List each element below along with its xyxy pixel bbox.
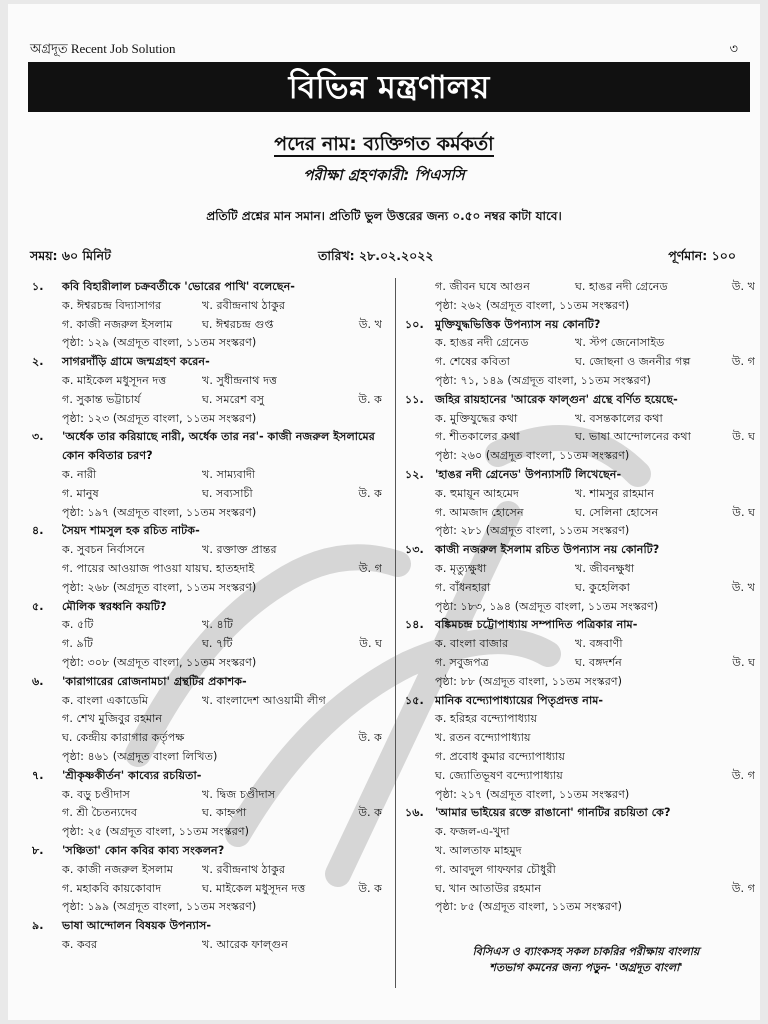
option-text: ঘ. হাতহদাই bbox=[202, 561, 255, 575]
option-row bbox=[435, 786, 755, 805]
option-row bbox=[62, 710, 382, 729]
option-text: পৃষ্ঠা: ৮৮ (অগ্রদূত বাংলা, ১১তম সংস্করণ) bbox=[435, 674, 622, 688]
option-row bbox=[62, 861, 382, 880]
post-title-text: পদের নাম: ব্যক্তিগত কর্মকর্তা bbox=[274, 133, 494, 155]
option-text: ঘ. হাঙর নদী গ্রেনেড bbox=[575, 280, 668, 293]
option-row bbox=[435, 898, 755, 917]
option-text: খ. জীবনক্ষুধা bbox=[575, 561, 635, 575]
question-number: ৯. bbox=[32, 919, 44, 933]
option-row bbox=[435, 635, 755, 654]
question bbox=[32, 917, 382, 955]
option-text: খ. স্টপ জেনোসাইড bbox=[575, 336, 665, 350]
option-text: পৃষ্ঠা: ১৯৭ (অগ্রদূত বাংলা, ১১তম সংস্করণ) bbox=[62, 505, 257, 519]
full-marks: পূর্ণমান: ১০০ bbox=[668, 248, 736, 263]
option-text: খ. রক্তাক্ত প্রান্তর bbox=[202, 543, 277, 557]
question-heading bbox=[405, 616, 755, 635]
option-text: ঘ. জ্যোতিভূষণ বন্দ্যোপাধ্যায় bbox=[435, 768, 563, 782]
question-text: সাগরদাঁড়ি গ্রামে জন্মগ্রহণ করেন- bbox=[62, 355, 210, 369]
option-row bbox=[62, 391, 382, 410]
option-text: পৃষ্ঠা: ২৬৮ (অগ্রদূত বাংলা, ১১তম সংস্করণ) bbox=[62, 580, 257, 594]
question-heading bbox=[405, 316, 755, 335]
promo-box bbox=[416, 944, 756, 976]
option-text: পৃষ্ঠা: ১৯৯ (অগ্রদূত বাংলা, ১১তম সংস্করণ) bbox=[62, 900, 257, 914]
option-row bbox=[435, 353, 755, 372]
answer-key: উ. ক bbox=[358, 806, 382, 820]
option-text: ক. কাজী নজরুল ইসলাম bbox=[62, 862, 173, 876]
option-row bbox=[435, 504, 755, 523]
option-row bbox=[62, 616, 382, 635]
option-text: খ. বাংলাদেশ আওয়ামী লীগ bbox=[202, 693, 326, 707]
question-heading bbox=[32, 278, 382, 297]
option-row bbox=[62, 334, 382, 353]
option-row bbox=[62, 579, 382, 598]
option-row bbox=[62, 541, 382, 560]
marking-note: প্রতিটি প্রশ্নের মান সমান। প্রতিটি ভুল উত্তরের জন্য ০.৫০ নম্বর কাটা যাবে। bbox=[206, 209, 562, 223]
page-number: ৩ bbox=[729, 42, 738, 57]
option-text: খ. রতন বন্দ্যোপাধ্যায় bbox=[435, 731, 531, 745]
option-row bbox=[435, 428, 755, 447]
question bbox=[405, 541, 755, 616]
question-text: 'হাঙর নদী গ্রেনেড' উপন্যাসটি লিখেছেন- bbox=[435, 467, 622, 481]
promo-line-2: শতভাগ কমনের জন্য পড়ুন- 'অগ্রদূত বাংলা' bbox=[489, 961, 683, 974]
option-text: গ. সুকান্ত ভট্টাচার্য bbox=[62, 392, 141, 406]
option-text: গ. জীবন ঘষে আগুন bbox=[435, 280, 530, 293]
question bbox=[32, 598, 382, 673]
question bbox=[405, 804, 755, 917]
option-row bbox=[62, 372, 382, 391]
question bbox=[405, 278, 755, 316]
option-text: গ. সবুজপত্র bbox=[435, 655, 489, 669]
answer-key: উ. ক bbox=[358, 731, 382, 745]
option-row bbox=[435, 654, 755, 673]
question-number: ৪. bbox=[32, 524, 44, 538]
option-text: গ. আমজাদ হোসেন bbox=[435, 505, 524, 519]
option-text: গ. শেখ মুজিবুর রহমান bbox=[62, 712, 163, 726]
question bbox=[32, 428, 382, 522]
option-row bbox=[435, 598, 755, 617]
question-text: বঙ্কিমচন্দ্র চট্টোপাধ্যায় সম্পাদিত পত্রিকার নাম- bbox=[435, 618, 638, 632]
option-text: গ. শ্রী চৈতন্যদেব bbox=[62, 806, 138, 820]
question bbox=[32, 842, 382, 917]
option-text: গ. শেষের কবিতা bbox=[435, 355, 510, 369]
question bbox=[405, 616, 755, 691]
question-number: ১৫. bbox=[405, 693, 424, 707]
option-row bbox=[62, 786, 382, 805]
option-text: ক. সুবচন নির্বাসনে bbox=[62, 543, 145, 557]
question-heading bbox=[405, 466, 755, 485]
option-row bbox=[62, 804, 382, 823]
option-text: গ. ৯টি bbox=[62, 637, 94, 651]
option-row bbox=[435, 823, 755, 842]
question bbox=[405, 692, 755, 805]
option-row bbox=[62, 692, 382, 711]
answer-key: উ. ক bbox=[358, 881, 382, 895]
option-row bbox=[435, 748, 755, 767]
question bbox=[405, 466, 755, 541]
answer-key: উ. খ bbox=[731, 580, 755, 594]
option-text: ক. ঈশ্বরচন্দ্র বিদ্যাসাগর bbox=[62, 298, 162, 312]
option-text: গ. মানুষ bbox=[62, 486, 99, 500]
option-row bbox=[435, 297, 755, 316]
option-text: খ. ৪টি bbox=[202, 618, 234, 632]
question-text: ভাষা আন্দোলন বিষয়ক উপন্যাস- bbox=[62, 919, 211, 933]
option-row bbox=[435, 842, 755, 861]
answer-key: উ. ঘ bbox=[732, 655, 755, 669]
option-text: খ. রবীন্দ্রনাথ ঠাকুর bbox=[202, 862, 286, 876]
option-text: পৃষ্ঠা: ২৬০ (অগ্রদূত বাংলা, ১১তম সংস্করণ) bbox=[435, 449, 630, 463]
option-text: পৃষ্ঠা: ২১৭ (অগ্রদূত বাংলা, ১১তম সংস্করণ) bbox=[435, 787, 630, 801]
document-page bbox=[8, 4, 760, 1020]
question-text: 'অর্ধেক তার করিয়াছে নারী, অর্ধেক তার নর'- কাজী নজরুল ইসলামের কোন কবিতার চরণ? bbox=[62, 430, 375, 463]
option-row bbox=[435, 278, 755, 297]
answer-key: উ. গ bbox=[358, 561, 382, 575]
option-row bbox=[62, 654, 382, 673]
option-text: পৃষ্ঠা: ৭১, ১৪৯ (অগ্রদূত বাংলা, ১১তম সংস্করণ) bbox=[435, 373, 651, 387]
answer-key: উ. ঘ bbox=[732, 505, 755, 519]
question bbox=[32, 278, 382, 353]
question-heading bbox=[32, 767, 382, 786]
option-text: ঘ. সেলিনা হোসেন bbox=[575, 505, 659, 519]
option-row bbox=[62, 560, 382, 579]
option-text: ঘ. ৭টি bbox=[202, 637, 233, 651]
option-row bbox=[435, 880, 755, 899]
question bbox=[405, 391, 755, 466]
option-text: ক. কবর bbox=[62, 937, 98, 951]
answer-key: উ. ক bbox=[358, 392, 382, 406]
option-text: ঘ. সব্যসাচী bbox=[202, 486, 253, 500]
question-heading bbox=[32, 842, 382, 861]
option-text: ক. ফজল-এ-খুদা bbox=[435, 825, 510, 839]
question-number: ৩. bbox=[32, 430, 44, 444]
option-row bbox=[62, 410, 382, 429]
option-row bbox=[435, 560, 755, 579]
question-number: ১৩. bbox=[405, 543, 424, 557]
question-heading bbox=[405, 391, 755, 410]
question-text: মানিক বন্দ্যোপাধ্যায়ের পিতৃপ্রদত্ত নাম- bbox=[435, 693, 604, 707]
question bbox=[32, 767, 382, 842]
option-text: খ. শামসুর রাহমান bbox=[575, 486, 655, 500]
questions-right-column bbox=[405, 278, 755, 917]
option-text: ঘ. কাহ্নপা bbox=[202, 806, 247, 820]
question-number: ১০. bbox=[405, 317, 424, 331]
question-number: ৫. bbox=[32, 599, 44, 613]
answer-key: উ. ঘ bbox=[732, 430, 755, 444]
option-row bbox=[62, 316, 382, 335]
question-text: মৌলিক স্বরধ্বনি কয়টি? bbox=[62, 599, 167, 613]
option-text: ঘ. কেন্দ্রীয় কারাগার কর্তৃপক্ষ bbox=[62, 731, 185, 745]
question-heading bbox=[32, 522, 382, 541]
option-row bbox=[435, 447, 755, 466]
option-row bbox=[62, 936, 382, 955]
post-title bbox=[8, 130, 760, 162]
option-text: পৃষ্ঠা: ৮৫ (অগ্রদূত বাংলা, ১১তম সংস্করণ) bbox=[435, 900, 622, 914]
question-text: 'আমার ভাইয়ের রক্তে রাঙানো' গানটির রচয়িতা কে? bbox=[435, 806, 671, 820]
section-banner: বিভিন্ন মন্ত্রণালয় bbox=[28, 62, 750, 112]
option-row bbox=[62, 466, 382, 485]
option-row bbox=[62, 729, 382, 748]
option-text: পৃষ্ঠা: ১২৯ (অগ্রদূত বাংলা, ১১তম সংস্করণ) bbox=[62, 336, 257, 350]
option-text: ক. বাংলা বাজার bbox=[435, 637, 509, 651]
option-row bbox=[435, 522, 755, 541]
option-row bbox=[435, 729, 755, 748]
option-text: ঘ. বঙ্গদর্শন bbox=[575, 655, 622, 669]
option-text: ঘ. ঈশ্বরচন্দ্র গুপ্ত bbox=[202, 317, 274, 331]
option-text: ক. বড়ু চণ্ডীদাস bbox=[62, 787, 130, 801]
question-number: ৭. bbox=[32, 768, 44, 782]
option-text: পৃষ্ঠা: ২৫ (অগ্রদূত বাংলা, ১১তম সংস্করণ) bbox=[62, 825, 250, 839]
question-text: জহির রায়হানের 'আরেক ফাল্গুন' গ্রন্থে বর্ণিত হয়েছে- bbox=[435, 392, 678, 406]
question bbox=[32, 353, 382, 428]
option-row bbox=[435, 372, 755, 391]
option-text: ঘ. খান আতাউর রহমান bbox=[435, 881, 542, 895]
question bbox=[405, 316, 755, 391]
question-heading bbox=[405, 692, 755, 711]
examiner: পরীক্ষা গ্রহণকারী: পিএসসি bbox=[303, 166, 465, 184]
option-row bbox=[62, 297, 382, 316]
option-text: গ. বাঁধনহারা bbox=[435, 580, 491, 594]
answer-key: উ. খ bbox=[731, 280, 755, 293]
option-text: পৃষ্ঠা: ১৮৩, ১৯৪ (অগ্রদূত বাংলা, ১১তম সংস্করণ) bbox=[435, 599, 659, 613]
option-text: খ. বঙ্গবাণী bbox=[575, 637, 623, 651]
option-text: খ. আলতাফ মাহমুদ bbox=[435, 843, 522, 857]
answer-key: উ. ক bbox=[358, 486, 382, 500]
question-number: ২. bbox=[32, 355, 44, 369]
option-row bbox=[62, 823, 382, 842]
option-text: পৃষ্ঠা: ৩০৮ (অগ্রদূত বাংলা, ১১তম সংস্করণ) bbox=[62, 655, 257, 669]
option-text: ঘ. সমরেশ বসু bbox=[202, 392, 265, 406]
option-row bbox=[62, 748, 382, 767]
option-row bbox=[435, 485, 755, 504]
question-heading bbox=[32, 598, 382, 617]
option-text: পৃষ্ঠা: ২৮১ (অগ্রদূত বাংলা, ১১তম সংস্করণ) bbox=[435, 524, 630, 538]
question-text: 'কারাগারের রোজনামচা' গ্রন্থটির প্রকাশক- bbox=[62, 674, 247, 688]
option-text: ক. মাইকেল মধুসূদন দত্ত bbox=[62, 373, 167, 387]
question-heading bbox=[405, 541, 755, 560]
option-row bbox=[435, 673, 755, 692]
answer-key: উ. গ bbox=[731, 355, 755, 369]
question-heading bbox=[32, 673, 382, 692]
option-row bbox=[62, 880, 382, 899]
option-text: গ. কাজী নজরুল ইসলাম bbox=[62, 317, 173, 331]
option-text: গ. প্রবোধ কুমার বন্দ্যোপাধ্যায় bbox=[435, 749, 565, 763]
option-text: খ. আরেক ফাল্গুন bbox=[202, 937, 288, 951]
option-text: ক. নারী bbox=[62, 467, 97, 481]
option-text: ক. হরিহর বন্দ্যোপাধ্যায় bbox=[435, 712, 538, 726]
exam-date: তারিখ: ২৮.০২.২০২২ bbox=[318, 248, 434, 263]
header-source: অগ্রদূত Recent Job Solution bbox=[30, 41, 176, 56]
option-row bbox=[62, 504, 382, 523]
exam-time: সময়: ৬০ মিনিট bbox=[30, 248, 111, 263]
option-text: ঘ. মাইকেল মধুসূদন দত্ত bbox=[202, 881, 306, 895]
option-row bbox=[62, 485, 382, 504]
question-number: ১. bbox=[32, 280, 44, 293]
option-text: গ. মহাকবি কায়কোবাদ bbox=[62, 881, 162, 895]
option-text: ক. হুমায়ূন আহমেদ bbox=[435, 486, 519, 500]
answer-key: উ. খ bbox=[358, 317, 382, 331]
option-row bbox=[62, 898, 382, 917]
question-number: ১৬. bbox=[405, 806, 424, 820]
option-text: গ. আবদুল গাফফার চৌধুরী bbox=[435, 862, 556, 876]
option-row bbox=[435, 710, 755, 729]
option-text: ক. মৃত্যুক্ষুধা bbox=[435, 561, 487, 575]
question bbox=[32, 673, 382, 767]
option-text: ঘ. কুহেলিকা bbox=[575, 580, 630, 594]
option-text: খ. সুধীন্দ্রনাথ দত্ত bbox=[202, 373, 277, 387]
option-text: খ. দ্বিজ চণ্ডীদাস bbox=[202, 787, 276, 801]
promo-line-1: বিসিএস ও ব্যাংকসহ সকল চাকরির পরীক্ষায় বাংলায় bbox=[472, 945, 700, 958]
option-text: ক. হাঙর নদী গ্রেনেড bbox=[435, 336, 529, 350]
option-text: গ. শীতকালের কথা bbox=[435, 430, 520, 444]
option-row bbox=[435, 334, 755, 353]
option-text: ঘ. জোছনা ও জননীর গল্প bbox=[575, 355, 691, 369]
question-number: ১১. bbox=[405, 392, 424, 406]
option-row bbox=[435, 767, 755, 786]
option-row bbox=[62, 635, 382, 654]
question-number: ১২. bbox=[405, 467, 424, 481]
option-row bbox=[435, 861, 755, 880]
option-text: পৃষ্ঠা: ১২৩ (অগ্রদূত বাংলা, ১১তম সংস্করণ) bbox=[62, 411, 257, 425]
question-heading bbox=[32, 428, 382, 466]
question-text: সৈয়দ শামসুল হক রচিত নাটক- bbox=[62, 524, 200, 538]
option-row bbox=[435, 579, 755, 598]
answer-key: উ. গ bbox=[731, 881, 755, 895]
option-text: গ. পায়ের আওয়াজ পাওয়া যায় bbox=[62, 561, 202, 575]
question-text: মুক্তিযুদ্ধভিত্তিক উপন্যাস নয় কোনটি? bbox=[435, 317, 601, 331]
question-text: কাজী নজরুল ইসলাম রচিত উপন্যাস নয় কোনটি? bbox=[435, 543, 660, 557]
answer-key: উ. গ bbox=[731, 768, 755, 782]
option-text: খ. সাম্যবাদী bbox=[202, 467, 256, 481]
question-number: ৮. bbox=[32, 843, 44, 857]
question-text: 'সঞ্চিতা' কোন কবির কাব্য সংকলন? bbox=[62, 843, 225, 857]
question-number: ১৪. bbox=[405, 618, 424, 632]
option-text: পৃষ্ঠা: ২৬২ (অগ্রদূত বাংলা, ১১তম সংস্করণ) bbox=[435, 298, 630, 312]
option-text: ক. ৫টি bbox=[62, 618, 94, 632]
question-number: ৬. bbox=[32, 674, 44, 688]
option-text: ক. মুক্তিযুদ্ধের কথা bbox=[435, 411, 518, 425]
questions-left-column bbox=[32, 278, 382, 955]
option-text: ঘ. ভাষা আন্দোলনের কথা bbox=[575, 430, 691, 444]
option-text: খ. রবীন্দ্রনাথ ঠাকুর bbox=[202, 298, 286, 312]
option-text: খ. বসন্তকালের কথা bbox=[575, 411, 663, 425]
question-heading bbox=[32, 917, 382, 936]
question-text: 'শ্রীকৃষ্ণকীর্তন' কাব্যের রচয়িতা- bbox=[62, 768, 202, 782]
question-heading bbox=[32, 353, 382, 372]
answer-key: উ. ঘ bbox=[359, 637, 382, 651]
question-text: কবি বিহারীলাল চক্রবর্তীকে 'ভোরের পাখি' বলেছেন- bbox=[62, 280, 295, 293]
option-text: পৃষ্ঠা: ৪৬১ (অগ্রদূত বাংলা লিখিত) bbox=[62, 749, 218, 763]
question bbox=[32, 522, 382, 597]
question-heading bbox=[405, 804, 755, 823]
option-row bbox=[435, 410, 755, 429]
option-text: ক. বাংলা একাডেমি bbox=[62, 693, 149, 707]
column-divider bbox=[395, 278, 396, 988]
